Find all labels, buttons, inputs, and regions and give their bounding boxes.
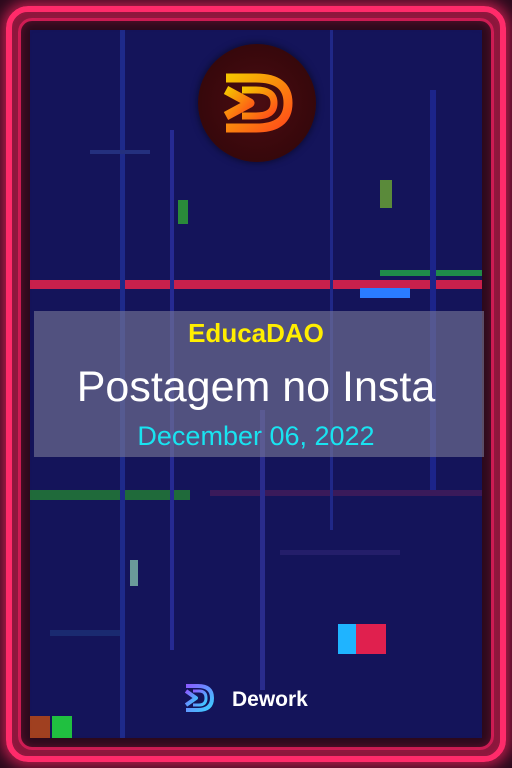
dework-logo-icon — [180, 680, 218, 721]
brand-name: Dework — [232, 688, 308, 711]
organization-name: EducaDAO — [188, 318, 324, 348]
task-title: Postagem no Insta — [76, 363, 436, 411]
dework-logo-icon — [198, 44, 316, 162]
task-date: December 06, 2022 — [137, 421, 375, 451]
footer-brand — [180, 682, 308, 718]
